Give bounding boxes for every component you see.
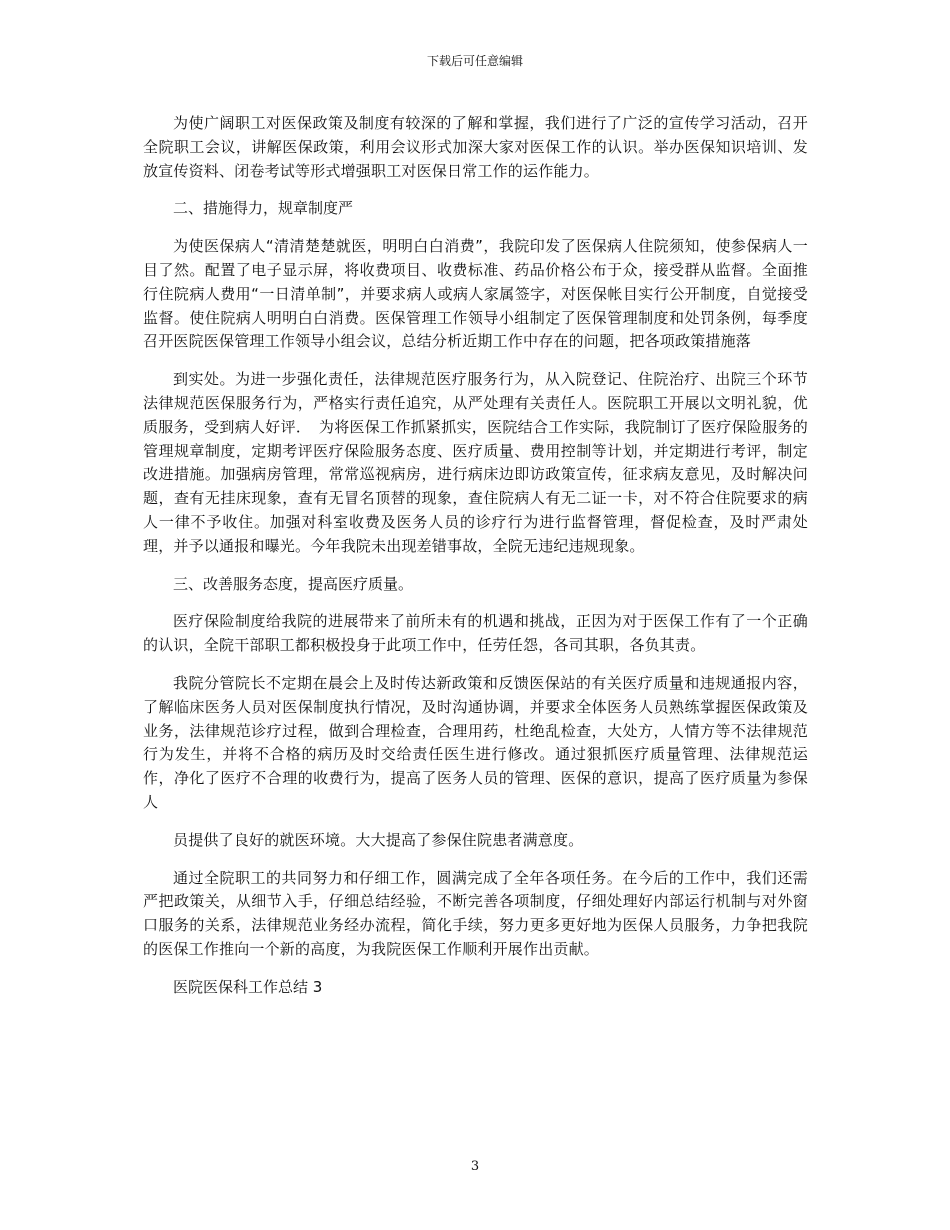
paragraph-responsibility: 到实处。为进一步强化责任，法律规范医疗服务行为，从入院登记、住院治疗、出院三个环节法律规范医保服务行为，严格实行责任追究，从严处理有关责任人。医院职工开展以文明礼貌，优质服务，受到病人好评． 为将医保工作抓紧抓实，医院结合工作实际，我院制订了医疗保险服务的管理规章制度，定期考评医疗保险服务态度、医疗质量、费用控制等计划，并定期进行考评，制定改进措施。加强病房管理，常常巡视病房，进行病床边即访政策宣传，征求病友意见，及时解决问题，查有无挂床现象，查有无冒名顶替的现象，查住院病人有无二证一卡，对不符合住院要求的病人一律不予收住。加强对科室收费及医务人员的诊疗行为进行监督管理，督促检查，及时严肃处理，并予以通报和曝光。今年我院未出现差错事故，全院无违纪违规现象。 (143, 370, 808, 555)
paragraph-quality-management: 我院分管院长不定期在晨会上及时传达新政策和反馈医保站的有关医疗质量和违规通报内容，了解临床医务人员对医保制度执行情况，及时沟通协调，并要求全体医务人员熟练掌握医保政策及业务，法律规范诊疗过程，做到合理检查，合理用药，杜绝乱检查，大处方，人情方等不法律规范行为发生，并将不合格的病历及时交给责任医生进行修改。通过狠抓医疗质量管理、法律规范运作，净化了医疗不合理的收费行为，提高了医务人员的管理、医保的意识，提高了医疗质量为参保人 (143, 673, 808, 811)
page-header-note: 下载后可任意编辑 (426, 54, 523, 68)
paragraph-publicity: 为使广阔职工对医保政策及制度有较深的了解和掌握，我们进行了广泛的宣传学习活动，召开全院职工会议，讲解医保政策，利用会议形式加深大家对医保工作的认识。举办医保知识培训、发放宣传资料、闭卷考试等形式增强职工对医保日常工作的运作能力。 (143, 114, 808, 180)
section-heading-summary-3: 医院医保科工作总结 3 (173, 977, 323, 996)
paragraph-opportunity: 医疗保险制度给我院的进展带来了前所未有的机遇和挑战，正因为对于医保工作有了一个正确的认识，全院干部职工都积极投身于此项工作中，任劳任怨，各司其职，各负其责。 (143, 612, 808, 655)
paragraph-conclusion: 通过全院职工的共同努力和仔细工作，圆满完成了全年各项任务。在今后的工作中，我们还需严把政策关，从细节入手，仔细总结经验，不断完善各项制度，仔细处理好内部运行机制与对外窗口服务的关系，法律规范业务经办流程，简化手续，努力更多更好地为医保人员服务，力争把我院的医保工作推向一个新的高度，为我院医保工作顺利开展作出贡献。 (143, 868, 808, 958)
page-number: 3 (470, 1159, 480, 1174)
paragraph-transparency: 为使医保病人“清清楚楚就医，明明白白消费”，我院印发了医保病人住院须知，使参保病人一目了然。配置了电子显示屏，将收费项目、收费标准、药品价格公布于众，接受群从监督。全面推行住院病人费用“一日清单制”，并要求病人或病人家属签字，对医保帐目实行公开制度，自觉接受监督。使住院病人明明白白消费。医保管理工作领导小组制定了医保管理制度和处罚条例，每季度召开医院医保管理工作领导小组会议，总结分析近期工作中存在的问题，把各项政策措施落 (143, 237, 808, 351)
document-body (143, 112, 808, 1014)
section-heading-service: 三、改善服务态度，提高医疗质量。 (173, 574, 414, 593)
section-heading-measures: 二、措施得力，规章制度严 (173, 199, 354, 218)
paragraph-environment: 员提供了良好的就医环境。大大提高了参保住院患者满意度。 (173, 830, 584, 849)
